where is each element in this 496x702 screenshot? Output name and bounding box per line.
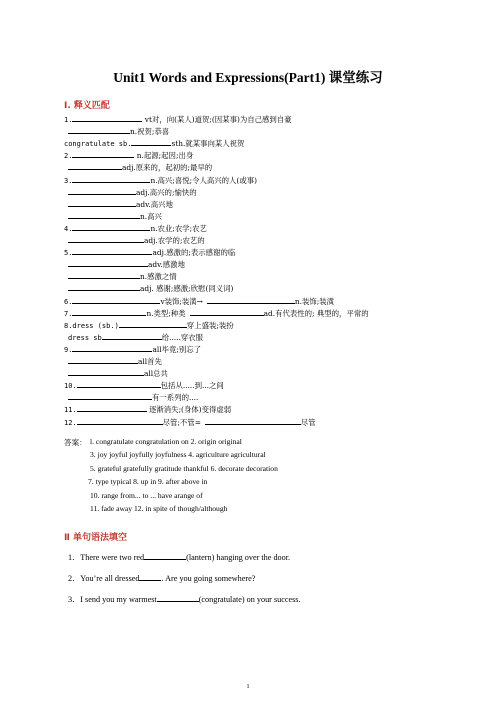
answer-blank[interactable] bbox=[205, 416, 301, 425]
answer-blank[interactable] bbox=[72, 295, 160, 304]
answer-blank[interactable] bbox=[77, 416, 163, 425]
line-text: adj.高兴的;愉快的 bbox=[136, 187, 197, 197]
answer-blank[interactable] bbox=[144, 551, 186, 560]
line-text: 有一系列的.... bbox=[152, 393, 199, 403]
question-text: . Are you going somewhere? bbox=[161, 574, 256, 583]
section-1-heading: Ⅰ. 释义匹配 bbox=[64, 101, 110, 111]
answer-blank[interactable] bbox=[72, 343, 152, 352]
matching-line bbox=[64, 379, 224, 391]
question bbox=[68, 551, 290, 563]
matching-line bbox=[68, 258, 185, 270]
matching-line bbox=[64, 137, 244, 149]
answer-blank[interactable] bbox=[68, 282, 140, 291]
answers-label: 答案： bbox=[64, 438, 87, 447]
question bbox=[68, 572, 255, 584]
answer-blank[interactable] bbox=[207, 295, 295, 304]
line-text: n.农业;农学;农艺 bbox=[150, 223, 207, 233]
line-text: adv.感激地 bbox=[148, 260, 185, 270]
line-prefix: 11. bbox=[64, 406, 77, 415]
answer-line: 11. fade away 12. in spite of though/although bbox=[90, 504, 228, 513]
answer-line: 3. joy joyful joyfully joyfulness 4. agriculture agricultural bbox=[90, 450, 266, 460]
matching-line bbox=[68, 210, 162, 222]
answer-blank[interactable] bbox=[68, 198, 136, 207]
answer-blank[interactable] bbox=[72, 307, 146, 316]
question-text: (lantern) hanging over the door. bbox=[186, 553, 291, 562]
matching-line bbox=[64, 416, 316, 428]
line-text: adj.农学的;农艺的 bbox=[144, 236, 205, 245]
answer-blank[interactable] bbox=[68, 258, 148, 267]
matching-line bbox=[64, 113, 292, 125]
answer-line: 7. type typical 8. up in 9. after above in bbox=[88, 477, 208, 487]
line-prefix: 4. bbox=[64, 224, 73, 233]
matching-line bbox=[64, 246, 235, 258]
matching-line bbox=[64, 295, 334, 307]
matching-line bbox=[68, 234, 205, 246]
line-text: 给.....穿衣服 bbox=[161, 332, 204, 342]
line-text: n.感激之情 bbox=[140, 272, 177, 282]
line-prefix: congratulate sb. bbox=[64, 140, 132, 149]
line-text: all毕竟;别忘了 bbox=[152, 344, 202, 354]
answer-blank[interactable] bbox=[72, 149, 134, 158]
line-prefix: 3. bbox=[64, 176, 73, 185]
line-text: adv.高兴地 bbox=[136, 199, 173, 209]
answer-blank[interactable] bbox=[68, 391, 152, 400]
question-text: 2．You’re all dressed bbox=[68, 574, 140, 583]
question-text: 3．I send you my warmest bbox=[68, 595, 157, 604]
line-prefix: 7. bbox=[64, 309, 73, 318]
answer-blank[interactable] bbox=[131, 137, 171, 146]
line-text: n.高兴;喜悦;令人高兴的人(或事) bbox=[150, 175, 257, 185]
line-prefix: 8.dress (sb.) bbox=[64, 321, 119, 330]
answer-blank[interactable] bbox=[68, 125, 130, 134]
answer-blank[interactable] bbox=[157, 593, 199, 602]
matching-line bbox=[64, 403, 231, 415]
matching-line bbox=[68, 161, 212, 173]
answer-line: 5. grateful gratefully gratitude thankful 6. decorate decoration bbox=[90, 463, 278, 473]
answer-blank[interactable] bbox=[77, 403, 147, 412]
answer-blank[interactable] bbox=[190, 307, 264, 316]
answer-blank[interactable] bbox=[68, 355, 138, 364]
line-text: 穿上盛装;装扮 bbox=[186, 320, 234, 330]
matching-line bbox=[64, 222, 207, 234]
question-text: (congratulate) on your success. bbox=[198, 595, 301, 604]
line-text: n.起源;起因;出身 bbox=[134, 151, 194, 161]
answer-blank[interactable] bbox=[72, 174, 150, 183]
answer-blank[interactable] bbox=[68, 270, 140, 279]
line-text: adj. 感谢;感激;欣慰(同义词) bbox=[140, 284, 234, 294]
line-prefix: 6. bbox=[64, 297, 73, 306]
matching-line bbox=[68, 125, 169, 137]
page-title: Unit1 Words and Expressions(Part1) 课堂练习 bbox=[113, 70, 383, 85]
line-prefix: 1. bbox=[64, 116, 73, 124]
matching-line bbox=[68, 270, 177, 282]
line-text: adj.感激的;表示感谢的临 bbox=[152, 248, 236, 258]
line-text: ad.有代表性的; 典型的，平常的 bbox=[263, 308, 369, 318]
line-text: vt对，向(某人)道贺;(因某事)为自己感到自豪 bbox=[142, 115, 292, 124]
line-text: n.类型;种类 bbox=[146, 308, 186, 318]
answer-line: l. congratulate congratulation on 2. origin original bbox=[90, 437, 242, 446]
answer-blank[interactable] bbox=[68, 234, 144, 243]
line-text: 尽管 bbox=[300, 417, 316, 427]
line-text: 包括从.....到...之间 bbox=[160, 381, 224, 391]
section-2-heading: Ⅱ 单句语法填空 bbox=[64, 533, 128, 543]
matching-line bbox=[64, 174, 257, 186]
line-text: 尽管;不管= bbox=[162, 417, 201, 427]
line-prefix: 2. bbox=[64, 152, 73, 161]
line-text: n.祝贺;恭喜 bbox=[130, 127, 170, 137]
answer-blank[interactable] bbox=[72, 222, 150, 231]
answer-blank[interactable] bbox=[77, 379, 161, 388]
line-text: n.高兴 bbox=[140, 211, 162, 221]
answer-blank[interactable] bbox=[102, 331, 162, 340]
answer-blank[interactable] bbox=[68, 161, 122, 170]
line-prefix: 10. bbox=[64, 382, 77, 391]
answer-blank[interactable] bbox=[68, 186, 136, 195]
answer-blank[interactable] bbox=[72, 113, 142, 122]
matching-line bbox=[68, 282, 233, 294]
line-text: adj.原来的，起初的;最早的 bbox=[122, 163, 213, 173]
line-prefix: 5. bbox=[64, 249, 73, 258]
page-number: 1 bbox=[246, 683, 250, 690]
matching-line bbox=[64, 307, 369, 319]
line-text: all首先 bbox=[138, 357, 162, 366]
matching-line bbox=[68, 367, 168, 379]
matching-line bbox=[64, 319, 234, 331]
matching-line bbox=[68, 331, 203, 343]
matching-line bbox=[64, 343, 201, 355]
matching-line bbox=[68, 391, 198, 403]
matching-line bbox=[64, 149, 193, 161]
answer-blank[interactable] bbox=[68, 367, 144, 376]
answer-blank[interactable] bbox=[68, 210, 140, 219]
line-text: all总共 bbox=[144, 369, 168, 379]
line-text: n.装饰;装潢 bbox=[294, 296, 335, 306]
line-text: sth.就某事向某人祝贺 bbox=[171, 139, 245, 149]
answer-blank[interactable] bbox=[139, 572, 161, 581]
line-text: 逐渐消失;(身体)变得虚弱 bbox=[146, 405, 232, 415]
question-text: 1．There were two red bbox=[68, 553, 145, 562]
answer-line: 10. range from... to ... have arange of bbox=[90, 490, 203, 500]
matching-line bbox=[68, 355, 162, 367]
question bbox=[68, 593, 301, 605]
matching-line bbox=[68, 186, 197, 198]
matching-line bbox=[68, 198, 173, 210]
line-prefix: 9. bbox=[64, 345, 73, 354]
answer-blank[interactable] bbox=[119, 319, 187, 328]
line-text: v装饰;装潢→ bbox=[160, 296, 203, 306]
line-prefix: 12. bbox=[64, 418, 77, 427]
answer-blank[interactable] bbox=[72, 246, 152, 255]
line-prefix: dress sb bbox=[68, 333, 102, 342]
